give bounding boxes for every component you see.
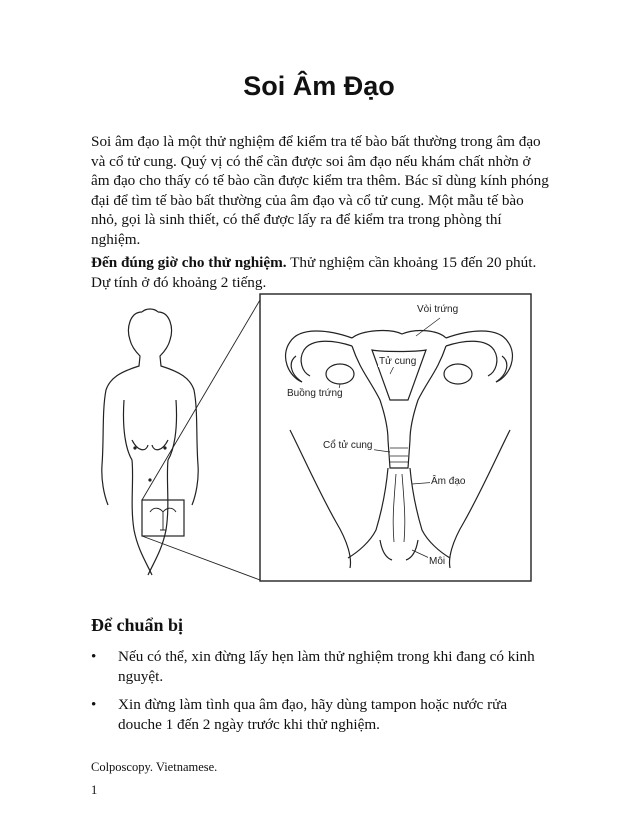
list-item bbox=[91, 647, 541, 686]
intro-paragraph: Soi âm đạo là một thử nghiệm để kiểm tra tế bào bất thường trong âm đạo và cổ tử cung. Quý vị có thể cần được soi âm đạo nếu khám chất nhờn ở âm đạo cho thấy có tế bào cần được kiểm tra thêm. Bác sĩ dùng kính phóng đại để tìm tế bào bất thường của âm đạo và cổ tử cung. Một mẫu tế bào nhỏ, gọi là sinh thiết, có thể được lấy ra để kiểm tra trong phòng thí nghiệm. bbox=[91, 133, 549, 248]
label-fallopian-tube: Vòi trứng bbox=[417, 304, 459, 315]
footer-text: Colposcopy. Vietnamese. bbox=[91, 760, 218, 774]
list-item-text: Nếu có thể, xin đừng lấy hẹn làm thử nghiệm trong khi đang có kinh nguyệt. bbox=[118, 648, 535, 685]
page-number: 1 bbox=[91, 783, 98, 797]
label-ovary: Buồng trứng bbox=[287, 388, 343, 399]
prepare-list bbox=[91, 647, 541, 743]
timing-text: Thử nghiệm cần khoảng 15 đến 20 phút. Dự tính ở đó khoảng 2 tiếng. bbox=[91, 254, 537, 291]
timing-bold: Đến đúng giờ cho thử nghiệm. bbox=[91, 254, 287, 271]
label-cervix: Cổ tử cung bbox=[323, 440, 373, 451]
label-vagina: Âm đạo bbox=[431, 476, 466, 487]
list-item-text: Xin đừng làm tình qua âm đạo, hãy dùng tampon hoặc nước rửa douche 1 đến 2 ngày trước khi thử nghiệm. bbox=[118, 696, 508, 733]
bullet-symbol: • bbox=[91, 696, 97, 714]
prepare-heading: Để chuẩn bị bbox=[91, 615, 184, 635]
anatomy-drawing bbox=[90, 290, 535, 585]
anatomy-illustration bbox=[90, 290, 535, 585]
label-uterus: Tử cung bbox=[379, 356, 417, 367]
timing-paragraph bbox=[91, 253, 551, 292]
list-item bbox=[91, 695, 541, 734]
label-labia: Môi bbox=[429, 556, 446, 567]
bullet-symbol: • bbox=[91, 648, 97, 665]
page-title: Soi Âm Đạo bbox=[243, 71, 395, 101]
